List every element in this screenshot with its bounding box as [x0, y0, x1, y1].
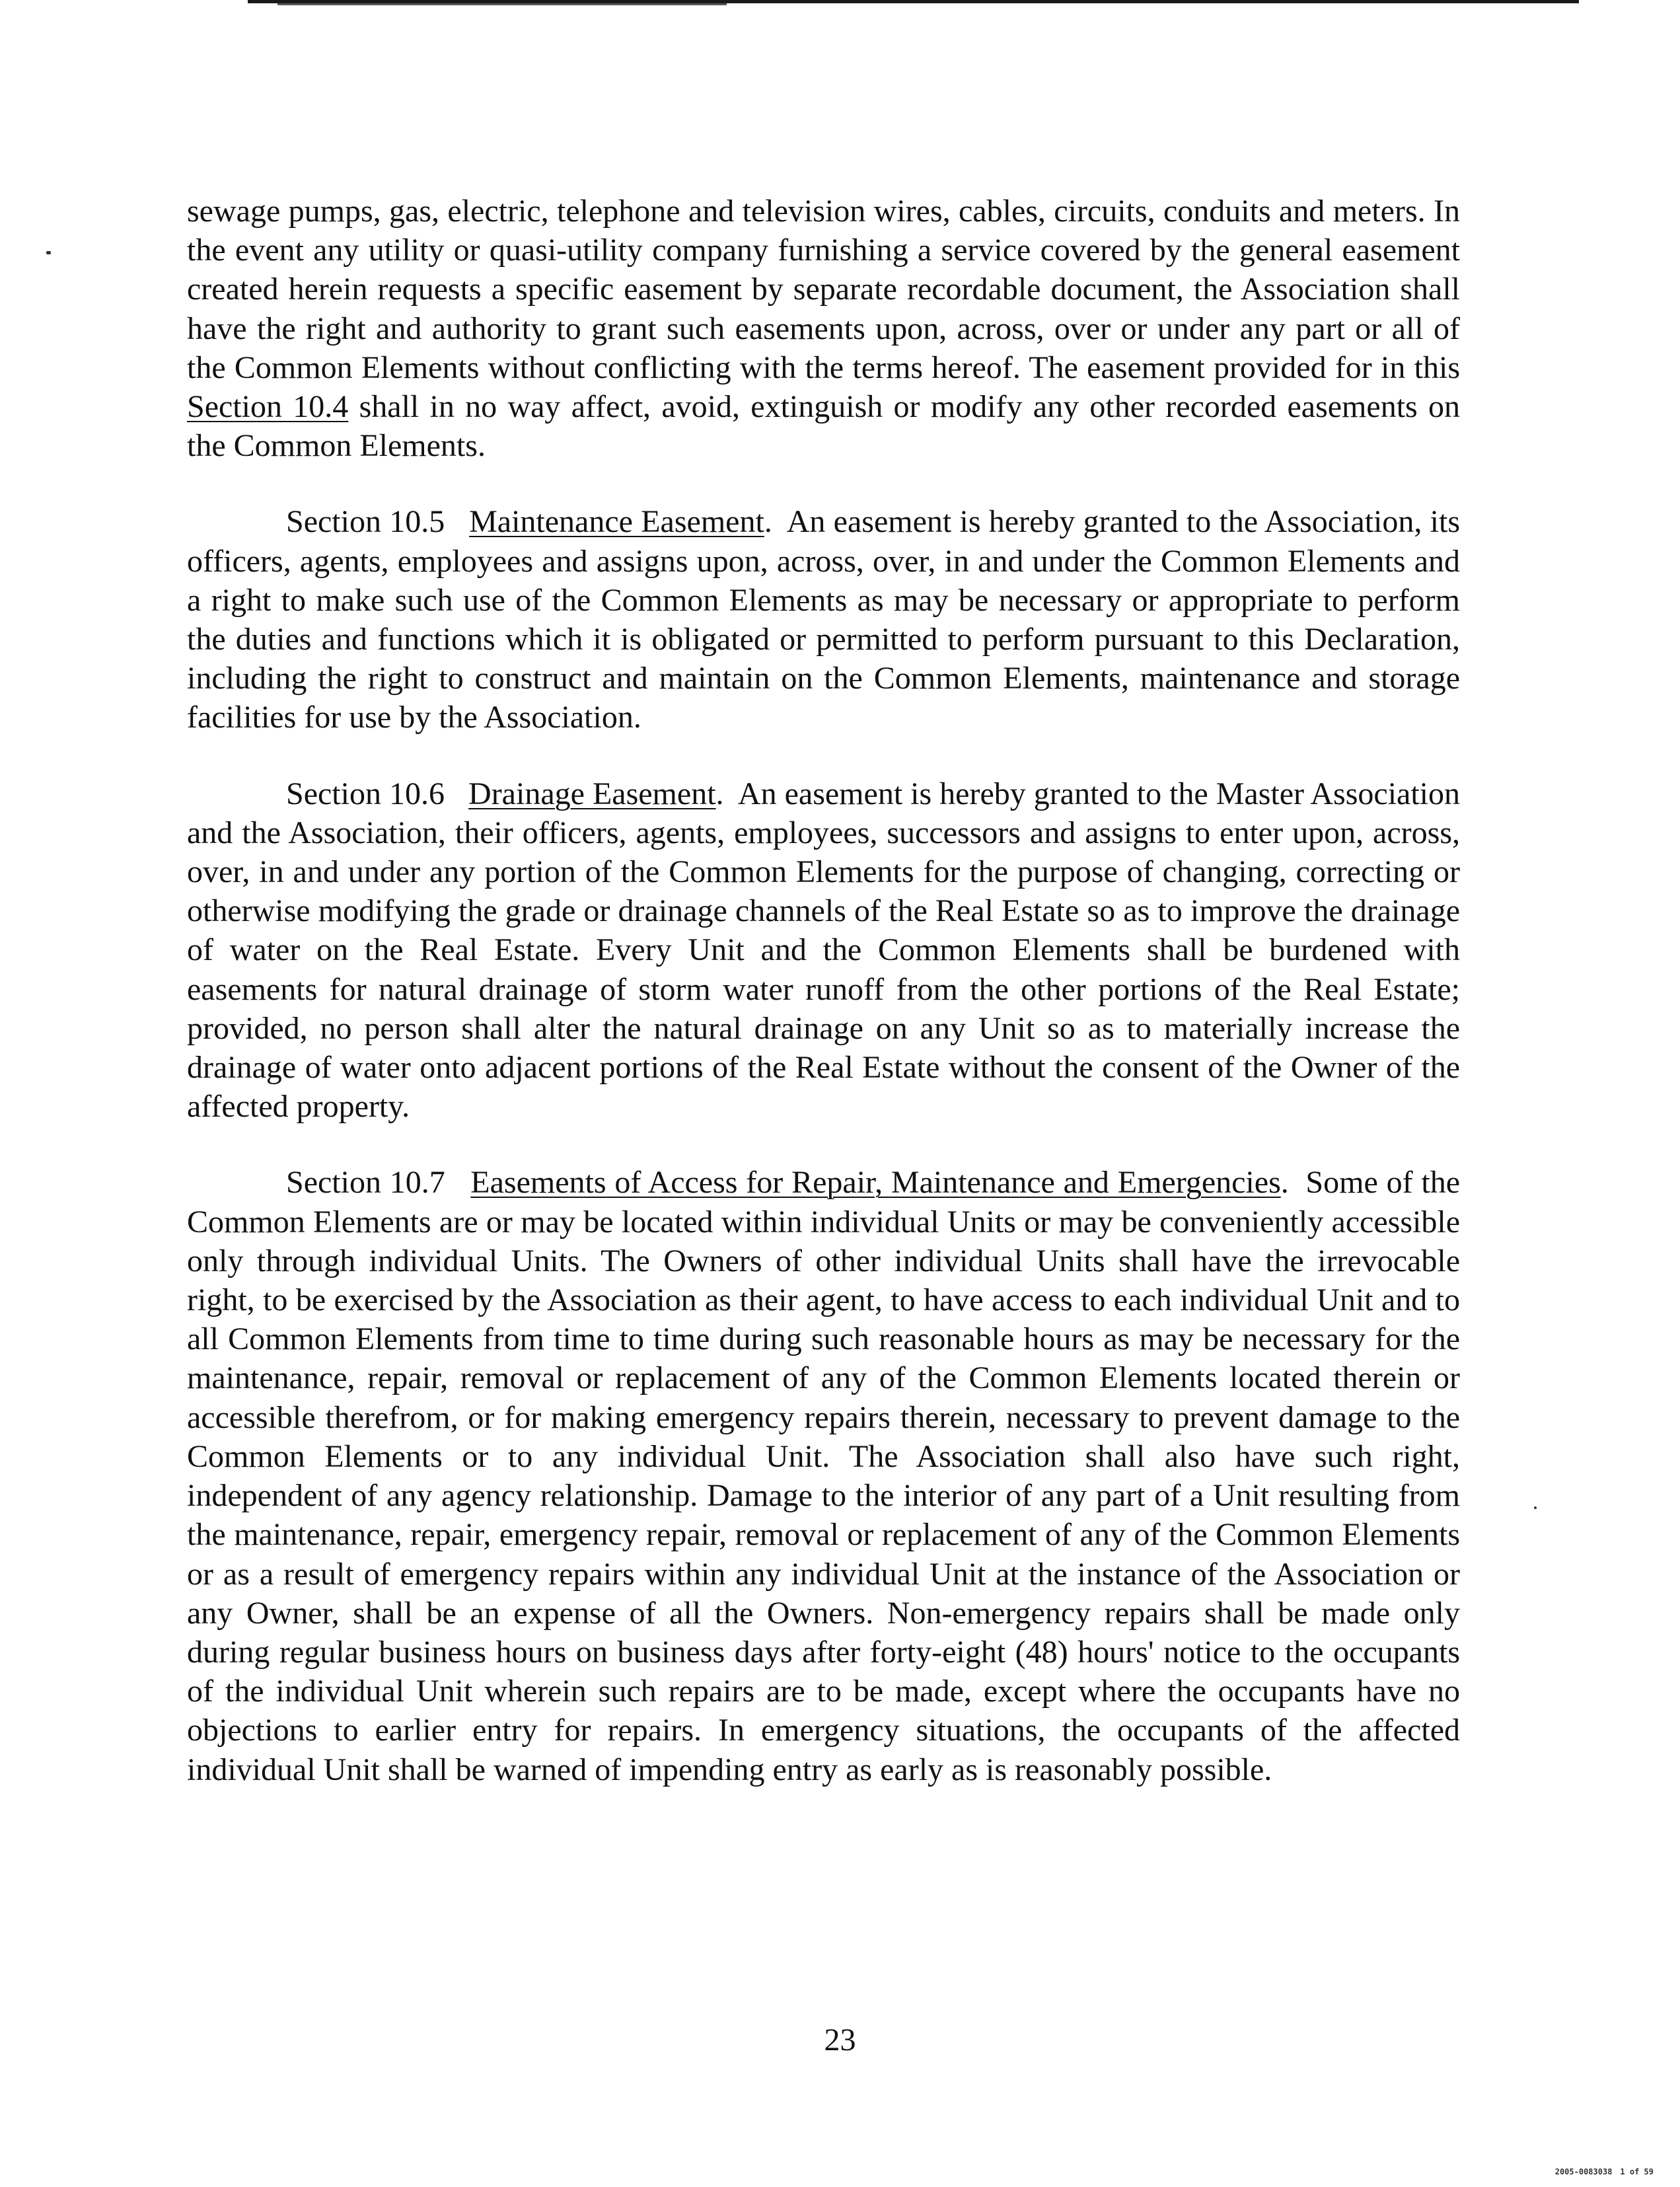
page-number: 23 — [824, 2022, 856, 2057]
section-10-6: Section 10.6 Drainage Easement. An easement is hereby granted to the Master Association and the Association, their officers, agents, employees, successors and assigns to enter upon, across, over, in and under any portion of the Common Elements for the purpose of changing, correcting or otherwise modifying the grade or drainage channels of the Real Estate so as to improve the drainage of water on the Real Estate. Every Unit and the Common Elements shall be burdened with easements for natural drainage of storm water runoff from the other portions of the Real Estate; provided, no person shall alter the natural drainage on any Unit so as to materially increase the drainage of water onto adjacent portions of the Real Estate without the consent of the Owner of the affected property. — [187, 776, 1461, 1125]
top-rule-fragment — [277, 3, 727, 5]
section-heading: Maintenance Easement — [469, 504, 764, 540]
stray-mark-left — [46, 251, 51, 254]
section-heading: Drainage Easement — [468, 776, 716, 811]
section-10-5: Section 10.5 Maintenance Easement. An easement is hereby granted to the Association, its officers, agents, employees and assigns upon, across, over, in and under the Common Elements and a right to make such use of the Common Elements as may be necessary or appropriate to perform the duties and functions which it is obligated or permitted to perform pursuant to this Declaration, including the right to construct and maintain on the Common Elements, maintenance and storage facilities for use by the Association. — [187, 504, 1460, 735]
section-body: An easement is hereby granted to the Association, its officers, agents, employees and assigns upon, across, over, in and under the Common Elements and a right to make such use of the Common Elements as may be necessary or appropriate to perform the duties and functions which it is obligated or permitted to perform pursuant to this Declaration, including the right to construct and maintain on the Common Elements, maintenance and storage facilities for use by the Association. — [187, 504, 1460, 735]
section-10-7: Section 10.7 Easements of Access for Repair, Maintenance and Emergencies. Some of the Common Elements are or may be located within individual Units or may be conveniently accessible only through individual Units. The Owners of other individual Units shall have the irrevocable right, to be exercised by the Association as their agent, to have access to each individual Unit and to all Common Elements from time to time during such reasonable hours as may be necessary for the maintenance, repair, removal or replacement of any of the Common Elements located therein or accessible therefrom, or for making emergency repairs therein, necessary to prevent damage to the Common Elements or to any individual Unit. The Association shall also have such right, independent of any agency relationship. Damage to the interior of any part of a Unit resulting from the maintenance, repair, emergency repair, removal or replacement of any of the Common Elements or as a result of emergency repairs within any individual Unit at the instance of the Association or any Owner, shall be an expense of all the Owners. Non-emergency repairs shall be made only during regular business hours on business days after forty-eight (48) hours' notice to the occupants of the individual Unit wherein such repairs are to be made, except where the occupants have no objections to earlier entry for repairs. In emergency situations, the occupants of the affected individual Unit shall be warned of impending entry as early as is reasonably possible. — [187, 1165, 1461, 1787]
section-number: Section 10.5 — [286, 504, 445, 540]
section-heading: Easements of Access for Repair, Maintenance and Emergencies — [470, 1165, 1281, 1201]
section-body: An easement is hereby granted to the Master Association and the Association, their officers, agents, employees, successors and assigns to enter upon, across, over, in and under any portion of the Common Elements for the purpose of changing, correcting or otherwise modifying the grade or drainage channels of the Real Estate so as to improve the drainage of water on the Real Estate. Every Unit and the Common Elements shall be burdened with easements for natural drainage of storm water runoff from the other portions of the Real Estate; provided, no person shall alter the natural drainage on any Unit so as to materially increase the drainage of water onto adjacent portions of the Real Estate without the consent of the Owner of the affected property. — [187, 776, 1461, 1125]
recording-stamp — [1555, 2167, 1654, 2176]
continuation-text-end: shall in no way affect, avoid, extinguish or modify any other recorded easements on the Common Elements. — [187, 389, 1461, 464]
section-number: Section 10.7 — [286, 1165, 445, 1201]
section-body: Some of the Common Elements are or may be located within individual Units or may be conveniently accessible only through individual Units. The Owners of other individual Units shall have the irrevocable right, to be exercised by the Association as their agent, to have access to each individual Unit and to all Common Elements from time to time during such reasonable hours as may be necessary for the maintenance, repair, removal or replacement of any of the Common Elements located therein or accessible therefrom, or for making emergency repairs therein, necessary to prevent damage to the Common Elements or to any individual Unit. The Association shall also have such right, independent of any agency relationship. Damage to the interior of any part of a Unit resulting from the maintenance, repair, emergency repair, removal or replacement of any of the Common Elements or as a result of emergency repairs within any individual Unit at the instance of the Association or any Owner, shall be an expense of all the Owners. Non-emergency repairs shall be made only during regular business hours on business days after forty-eight (48) hours' notice to the occupants of the individual Unit wherein such repairs are to be made, except where the occupants have no objections to earlier entry for repairs. In emergency situations, the occupants of the affected individual Unit shall be warned of impending entry as early as is reasonably possible. — [187, 1165, 1461, 1787]
continuation-text: sewage pumps, gas, electric, telephone and television wires, cables, circuits, conduits and meters. In the event any utility or quasi-utility company furnishing a service covered by the general easement created herein requests a specific easement by separate recordable document, the Association shall have the right and authority to grant such easements upon, across, over or under any part or all of the Common Elements without conflicting with the terms hereof. The easement provided for in this — [187, 194, 1460, 385]
section-reference: Section 10.4 — [187, 389, 349, 425]
stamp-page-count: 1 of 59 — [1620, 2167, 1654, 2176]
continuation-paragraph — [187, 192, 1460, 465]
section-number: Section 10.6 — [286, 776, 445, 811]
stamp-doc-id: 2005-0083038 — [1554, 2167, 1613, 2176]
stray-mark-right — [1534, 1506, 1537, 1509]
document-body — [187, 192, 1460, 1826]
